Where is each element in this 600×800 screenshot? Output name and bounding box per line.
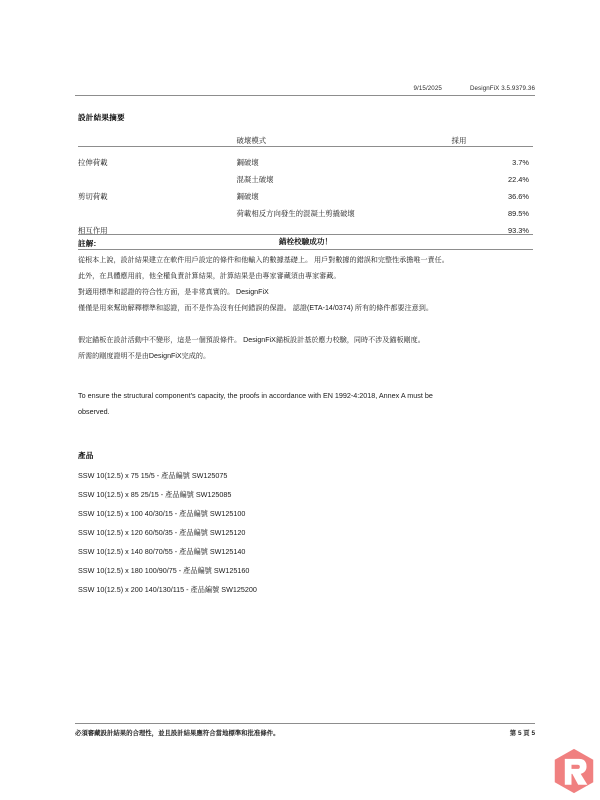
table-row (78, 183, 533, 200)
header-divider (75, 95, 535, 96)
list-item: SSW 10(12.5) x 180 100/90/75 - 產品編號 SW125160 (78, 566, 250, 575)
list-item: SSW 10(12.5) x 120 60/50/35 - 產品編號 SW125120 (78, 528, 246, 537)
cell-utilization: 3.7% (450, 147, 533, 167)
list-item: SSW 10(12.5) x 100 40/30/15 - 產品編號 SW125100 (78, 509, 246, 518)
summary-section-title: 設計結果摘要 (78, 113, 125, 122)
column-header-utilization: 採用 (451, 135, 467, 145)
cell-utilization: 89.5% (508, 208, 529, 218)
result-banner-row (78, 235, 533, 250)
notes-spacer (78, 316, 538, 332)
note-line: 對適用標準和認證的符合性方面，是非常真實的。 DesignFiX (78, 288, 269, 296)
document-header (75, 85, 535, 92)
cell-utilization: 93.3% (508, 225, 529, 235)
cell-load: 相互作用 (78, 225, 108, 235)
cell-load (78, 200, 237, 217)
header-app-version: DesignFiX 3.5.9379.36 (469, 85, 535, 92)
notes-section-title: 註解: (78, 239, 97, 248)
document-footer (75, 728, 535, 737)
table-header-row (78, 127, 533, 147)
company-hexagon-logo-icon (553, 748, 595, 794)
cell-failure-mode: 混凝土破壞 (236, 174, 274, 184)
table-row (78, 217, 533, 235)
note-line: 此外，在具體應用前，他全權負責計算結果，計算結果是由專家審藏須由專家審藏。 (78, 272, 341, 280)
list-item: SSW 10(12.5) x 75 15/5 - 產品編號 SW125075 (78, 471, 228, 480)
cell-failure-mode (237, 217, 450, 235)
footer-disclaimer: 必須審藏設計結果的合理性，並且設計結果應符合當地標準和批准條件。 (75, 730, 280, 737)
column-header-load (78, 127, 237, 147)
product-list (78, 466, 478, 599)
english-note-line: To ensure the structural component's capacity, the proofs in accordance with EN 1992-4:2018, Annex A must be (78, 391, 433, 400)
cell-utilization: 22.4% (508, 174, 529, 184)
column-header-failure-mode: 破壞模式 (236, 135, 267, 145)
note-line: 假定錨板在設計活動中不變形，這是一個預設條件。 DesignFiX錨板設計基於應力校驗，同時不涉及錨板剛度。 (78, 336, 425, 344)
notes-body (78, 252, 538, 364)
products-section-title: 產品 (78, 451, 94, 460)
list-item: SSW 10(12.5) x 140 80/70/55 - 產品編號 SW125140 (78, 547, 246, 556)
note-line: 從根本上說，設計結果建立在軟件用戶設定的條件和他輸入的數據基礎上。 用戶對數據的錯誤和完整性承擔唯一責任。 (78, 256, 449, 264)
note-line: 僅僅是用來幫助解釋標準和認證，而不是作為沒有任何錯誤的保證。 認證(ETA-14/0374) 所有的條件都要注意到。 (78, 304, 433, 312)
english-note-block (78, 388, 528, 420)
cell-utilization: 36.6% (508, 191, 529, 201)
cell-load: 剪切荷載 (78, 191, 108, 201)
note-line: 所需的剛度證明不是由DesignFiX完成的。 (78, 352, 211, 360)
footer-page-number: 第 5 頁 5 (509, 730, 535, 737)
cell-failure-mode: 鋼破壞 (237, 147, 450, 167)
footer-divider (75, 723, 535, 724)
cell-load (78, 166, 237, 183)
table-row (78, 166, 533, 183)
design-results-table (78, 127, 533, 250)
cell-failure-mode: 荷載相反方向發生的混凝土剪撬破壞 (236, 208, 355, 218)
table-row (78, 147, 533, 167)
header-date: 9/15/2025 (413, 85, 442, 92)
result-banner-text: 錨栓校驗成功！ (78, 235, 533, 250)
list-item: SSW 10(12.5) x 85 25/15 - 產品編號 SW125085 (78, 490, 232, 499)
cell-load: 拉伸荷載 (78, 147, 237, 167)
table-row (78, 200, 533, 217)
list-item: SSW 10(12.5) x 200 140/130/115 - 產品編號 SW125200 (78, 585, 257, 594)
english-note-line: observed. (78, 407, 110, 416)
cell-failure-mode: 鋼破壞 (236, 191, 259, 201)
